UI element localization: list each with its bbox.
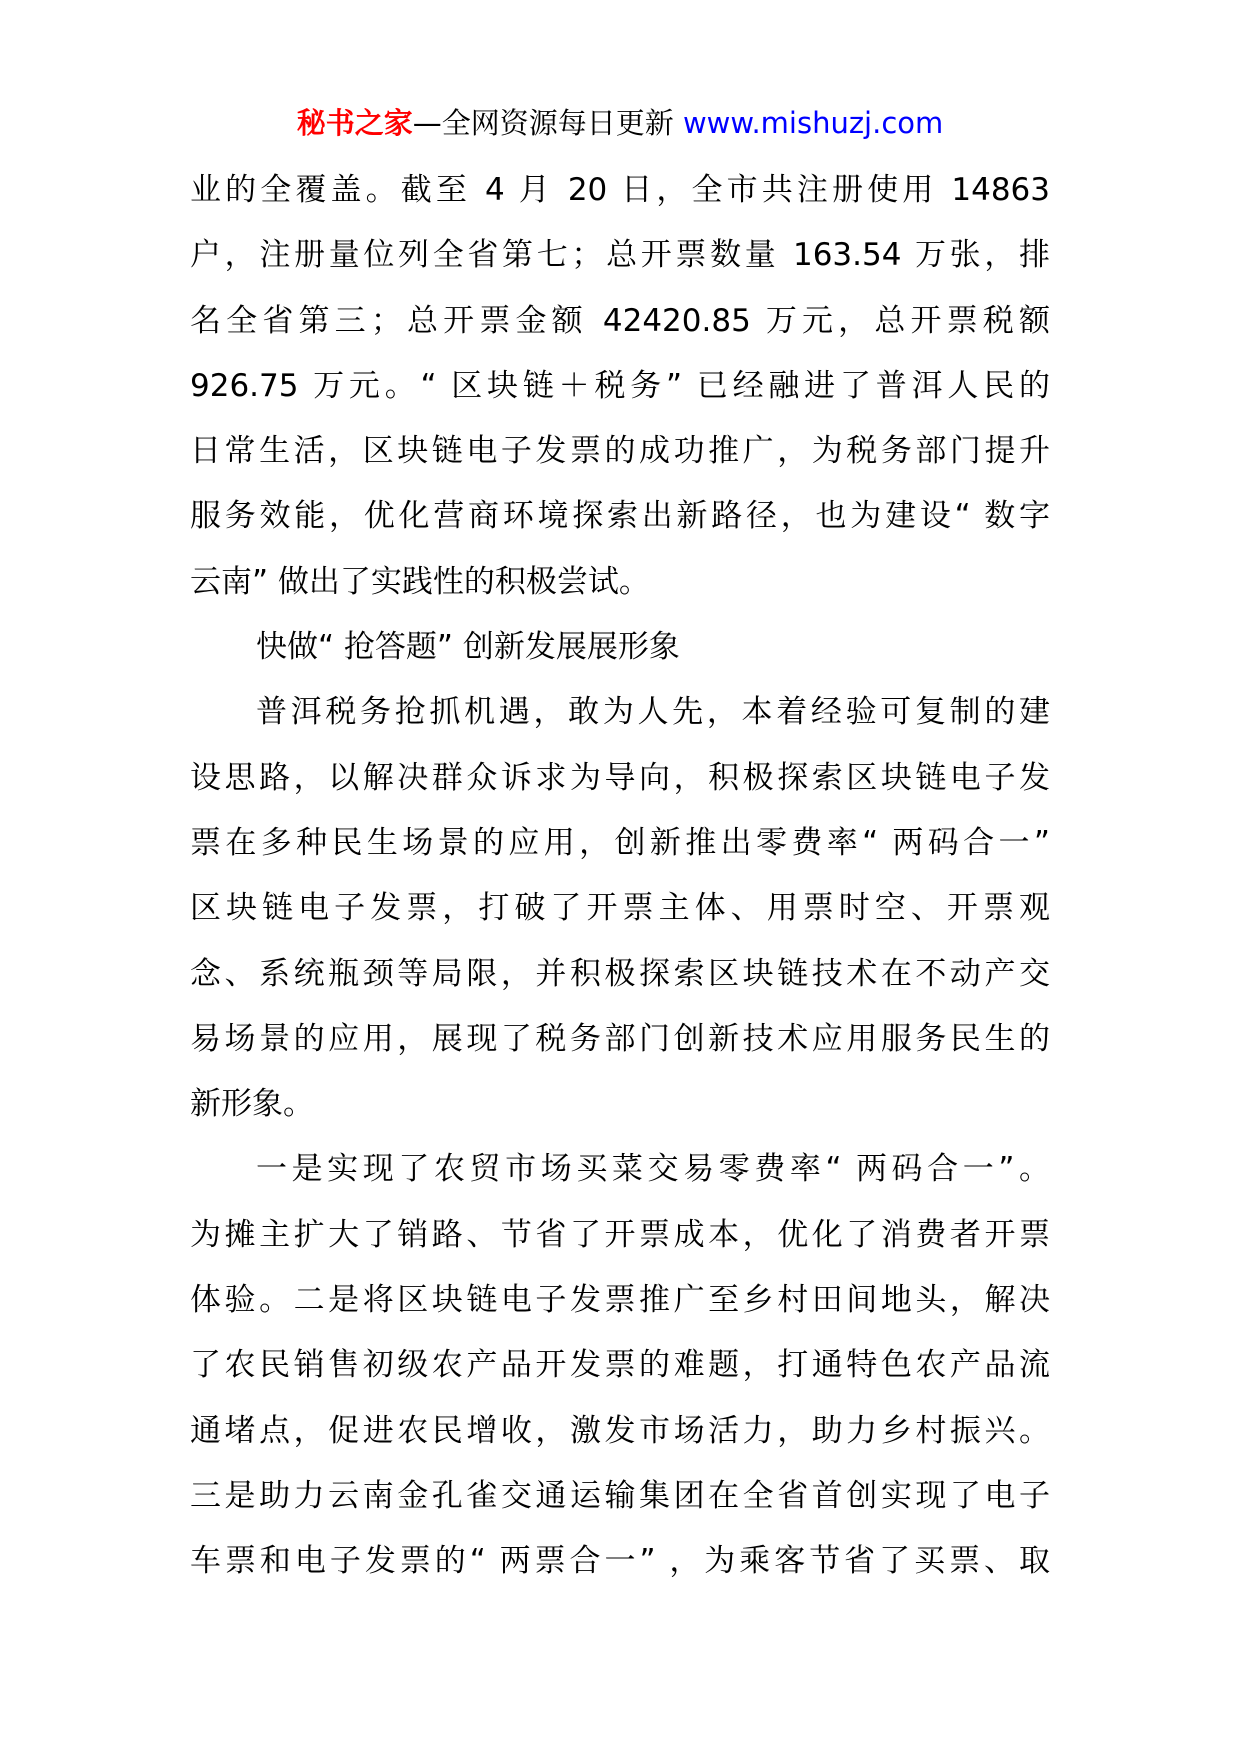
site-brand: 秘书之家	[296, 106, 413, 140]
text-line: 服务效能，优化营商环境探索出新路径，也为建设“ 数字	[190, 498, 1050, 535]
text-line: 名全省第三；总开票金额 42420.85 万元，总开票税额	[190, 302, 1050, 339]
text-line: 车票和电子发票的“ 两票合一” ，为乘客节省了买票、取	[190, 1543, 1050, 1580]
site-header	[0, 103, 1240, 143]
text-line: 易场景的应用，展现了税务部门创新技术应用服务民生的	[190, 1020, 1050, 1057]
text-line: 户，注册量位列全省第七；总开票数量 163.54 万张，排	[190, 237, 1050, 274]
text-line: 一是实现了农贸市场买菜交易零费率“ 两码合一”。	[256, 1151, 1050, 1188]
text-line: 日常生活，区块链电子发票的成功推广，为税务部门提升	[190, 433, 1050, 470]
site-slogan: —全网资源每日更新	[412, 106, 683, 140]
text-line: 设思路，以解决群众诉求为导向，积极探索区块链电子发	[190, 759, 1050, 796]
section-heading: 快做“ 抢答题” 创新发展展形象	[256, 629, 680, 666]
text-line: 通堵点，促进农民增收，激发市场活力，助力乡村振兴。	[190, 1412, 1050, 1449]
text-line: 念、系统瓶颈等局限，并积极探索区块链技术在不动产交	[190, 955, 1050, 992]
text-line: 票在多种民生场景的应用，创新推出零费率“ 两码合一”	[190, 824, 1050, 861]
text-line: 为摊主扩大了销路、节省了开票成本，优化了消费者开票	[190, 1216, 1050, 1253]
text-line: 云南” 做出了实践性的积极尝试。	[190, 563, 650, 600]
text-line: 新形象。	[190, 1086, 314, 1123]
text-line: 926.75 万元。“ 区块链＋税务” 已经融进了普洱人民的	[190, 367, 1050, 404]
text-line: 区块链电子发票，打破了开票主体、用票时空、开票观	[190, 890, 1050, 927]
text-line: 体验。二是将区块链电子发票推广至乡村田间地头，解决	[190, 1282, 1050, 1319]
text-line: 普洱税务抢抓机遇，敢为人先，本着经验可复制的建	[256, 694, 1050, 731]
document-body	[190, 158, 1050, 1595]
text-line: 业的全覆盖。截至 4 月 20 日，全市共注册使用 14863	[190, 172, 1050, 208]
text-line: 了农民销售初级农产品开发票的难题，打通特色农产品流	[190, 1347, 1050, 1384]
text-line: 三是助力云南金孔雀交通运输集团在全省首创实现了电子	[190, 1477, 1050, 1514]
site-url-link[interactable]: www.mishuzj.com	[682, 106, 944, 140]
